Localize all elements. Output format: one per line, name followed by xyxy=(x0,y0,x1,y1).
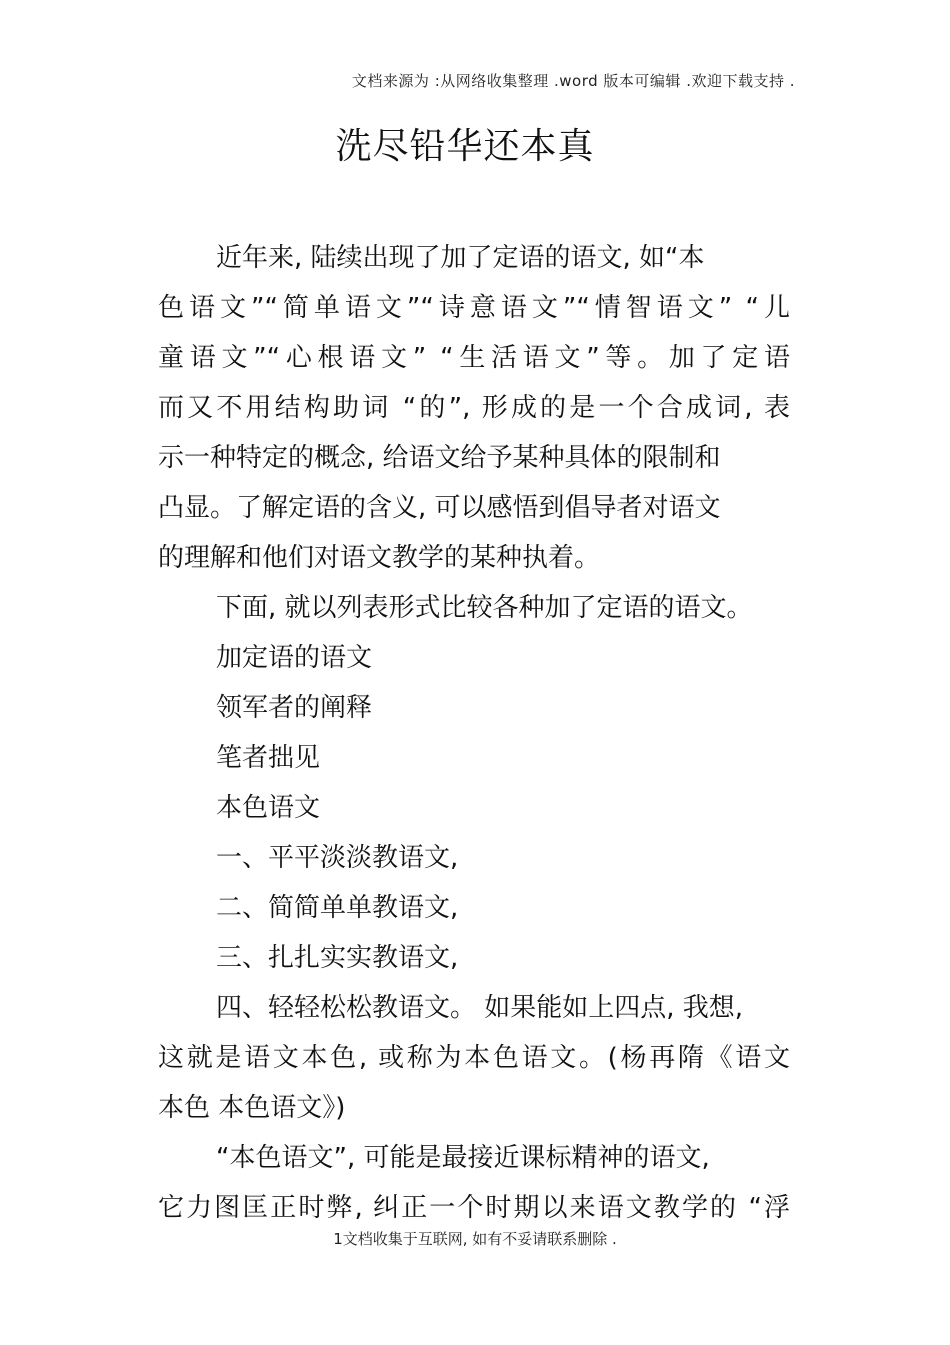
header-source-note: 文档来源为 :从网络收集整理 .word 版本可编辑 .欢迎下载支持 . xyxy=(351,72,795,90)
text-line: 的理解和他们对语文教学的某种执着。 xyxy=(158,543,601,573)
text-line: 二、简简单单教语文, xyxy=(216,893,459,923)
text-line: 色语文”“简单语文”“诗意语文”“情智语文” “儿 xyxy=(158,293,790,323)
text-line: 这就是语文本色, 或称为本色语文。(杨再隋《语文 xyxy=(158,1043,790,1073)
text-line: 笔者拙见 xyxy=(216,743,321,773)
text-line: 示一种特定的概念, 给语文给予某种具体的限制和 xyxy=(158,443,721,473)
text-line: 凸显。了解定语的含义, 可以感悟到倡导者对语文 xyxy=(158,493,721,523)
text-line: 下面, 就以列表形式比较各种加了定语的语文。 xyxy=(216,593,753,623)
text-line: 童语文”“心根语文” “生活语文”等。加了定语 xyxy=(158,343,790,373)
text-line: 领军者的阐释 xyxy=(216,693,373,723)
document-body xyxy=(158,233,790,1233)
text-line: “本色语文”, 可能是最接近课标精神的语文, xyxy=(216,1143,710,1173)
document-title: 洗尽铅华还本真 xyxy=(335,126,595,167)
text-line: 本色 本色语文》) xyxy=(158,1093,346,1123)
text-line: 四、轻轻松松教语文。 如果能如上四点, 我想, xyxy=(216,993,744,1023)
text-line: 一、平平淡淡教语文, xyxy=(216,843,459,873)
text-line: 三、扎扎实实教语文, xyxy=(216,943,459,973)
text-line: 近年来, 陆续出现了加了定语的语文, 如“本 xyxy=(216,243,705,273)
text-line: 本色语文 xyxy=(216,793,321,823)
footer-note: 1文档收集于互联网, 如有不妥请联系删除 . xyxy=(333,1230,617,1248)
text-line: 而又不用结构助词 “的”, 形成的是一个合成词, 表 xyxy=(158,393,790,423)
text-line: 它力图匡正时弊, 纠正一个时期以来语文教学的 “浮 xyxy=(158,1193,790,1223)
text-line: 加定语的语文 xyxy=(216,643,373,673)
